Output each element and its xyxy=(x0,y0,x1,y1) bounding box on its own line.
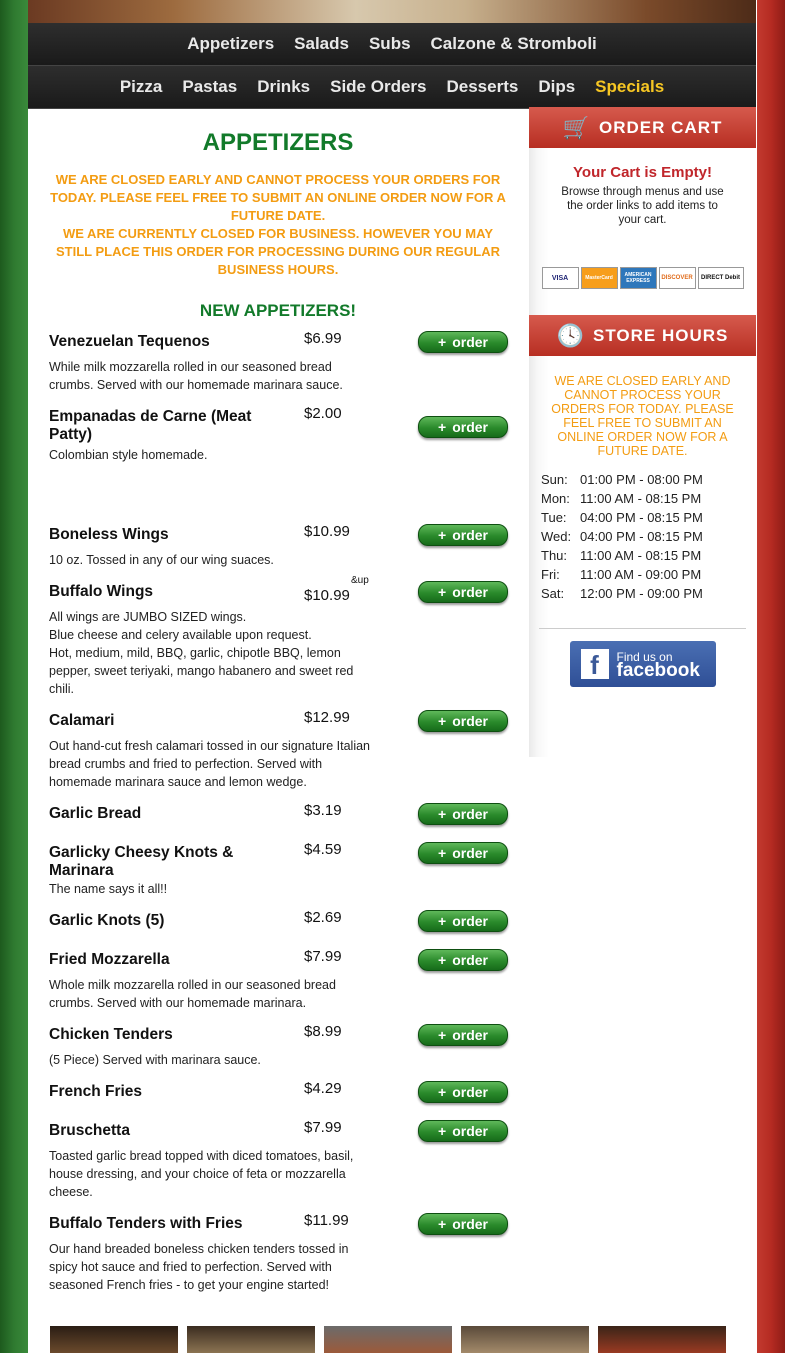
plus-icon: + xyxy=(438,527,447,543)
item-description: The name says it all!! xyxy=(49,882,168,896)
item-description: Whole milk mozzarella rolled in our seasoned bread crumbs. Served with our homemade marinara. xyxy=(49,978,336,1010)
order-label: order xyxy=(452,1027,488,1043)
item-name: Calamari xyxy=(49,712,115,729)
order-label: order xyxy=(452,584,488,600)
cart-icon: 🛒 xyxy=(562,114,592,140)
facebook-icon: f xyxy=(581,649,609,679)
item-price-value: $11.99 xyxy=(304,1212,349,1229)
item-price-value: $7.99 xyxy=(304,948,342,965)
item-name: Garlic Bread xyxy=(49,805,142,822)
plus-icon: + xyxy=(438,1123,447,1139)
discover-card-icon: DISCOVER xyxy=(659,267,696,289)
hours-day: Tue: xyxy=(541,510,567,525)
item-description: Toasted garlic bread topped with diced tomatoes, basil, house dressing, and your choice of feta or mozzarella cheese. xyxy=(49,1149,354,1199)
item-name: Bruschetta xyxy=(49,1122,130,1139)
closed-early-text: WE ARE CLOSED EARLY AND CANNOT PROCESS YOUR ORDERS FOR TODAY. PLEASE FEEL FREE TO SUBMIT AN ONLINE ORDER NOW FOR A FUTURE DATE. xyxy=(50,172,506,223)
item-price-value: $10.99 xyxy=(304,523,350,540)
order-label: order xyxy=(452,845,488,861)
item-price xyxy=(304,1080,342,1097)
plus-icon: + xyxy=(438,419,447,435)
order-label: order xyxy=(452,713,488,729)
plus-icon: + xyxy=(438,713,447,729)
food-photo[interactable] xyxy=(50,1326,178,1353)
order-cart-header xyxy=(529,107,756,148)
item-name: French Fries xyxy=(49,1083,143,1100)
add-order-button[interactable] xyxy=(418,1081,508,1103)
add-order-button[interactable] xyxy=(418,803,508,825)
plus-icon: + xyxy=(438,1027,447,1043)
visa-card-icon: VISA xyxy=(542,267,579,289)
store-closed-notice: WE ARE CLOSED EARLY AND CANNOT PROCESS YOUR ORDERS FOR TODAY. PLEASE FEEL FREE TO SUBMIT AN ONLINE ORDER NOW FOR A FUTURE DATE. xyxy=(551,374,734,458)
hours-day: Sat: xyxy=(541,586,565,601)
hours-day: Wed: xyxy=(541,529,572,544)
item-price xyxy=(304,909,342,926)
order-label: order xyxy=(452,1084,488,1100)
add-order-button[interactable] xyxy=(418,416,508,438)
sidebar xyxy=(529,107,756,757)
item-name: Buffalo Tenders with Fries xyxy=(49,1215,243,1232)
item-name: Garlicky Cheesy Knots & Marinara xyxy=(49,844,234,879)
hours-time: 01:00 PM - 08:00 PM xyxy=(580,472,703,487)
page-title: APPETIZERS xyxy=(202,129,354,156)
facebook-line1: Find us on xyxy=(616,649,673,664)
hours-row xyxy=(541,567,756,586)
item-name: Empanadas de Carne (Meat Patty) xyxy=(49,408,252,443)
section-subtitle: NEW APPETIZERS! xyxy=(199,301,357,320)
add-order-button[interactable] xyxy=(418,331,508,353)
hours-row xyxy=(541,491,756,510)
order-label: order xyxy=(452,806,488,822)
nav-desserts[interactable]: Desserts xyxy=(446,77,519,96)
amex-card-icon: AMERICAN EXPRESS xyxy=(620,267,657,289)
order-label: order xyxy=(452,334,488,350)
hours-day: Fri: xyxy=(541,567,560,582)
item-description: All wings are JUMBO SIZED wings. Blue cheese and celery available upon request. Hot, medium, mild, BBQ, garlic, chipotle BBQ, lemon pepper, sweet teriyaki, mango habanero and sweet red chili. xyxy=(49,610,354,696)
hours-time: 11:00 AM - 08:15 PM xyxy=(580,491,702,506)
order-label: order xyxy=(452,952,488,968)
nav-row-2 xyxy=(28,66,756,109)
item-price-value: $10.99 xyxy=(304,587,350,604)
add-order-button[interactable] xyxy=(418,842,508,864)
store-hours-title: STORE HOURS xyxy=(593,325,729,345)
item-price-value: $12.99 xyxy=(304,709,350,726)
menu-items-list xyxy=(28,325,528,1292)
item-price xyxy=(304,948,342,965)
nav-row-1 xyxy=(28,23,756,66)
item-price xyxy=(304,802,342,819)
item-name: Boneless Wings xyxy=(49,526,169,543)
cart-empty-title: Your Cart is Empty! xyxy=(573,164,712,181)
plus-icon: + xyxy=(438,1216,447,1232)
nav-calzone-stromboli[interactable]: Calzone & Stromboli xyxy=(430,34,597,53)
item-price xyxy=(304,523,350,540)
item-price-value: $8.99 xyxy=(304,1023,342,1040)
nav-pizza[interactable]: Pizza xyxy=(119,77,163,96)
item-price xyxy=(304,709,350,726)
food-photo[interactable] xyxy=(461,1326,589,1353)
nav-subs[interactable]: Subs xyxy=(368,34,411,53)
order-label: order xyxy=(452,1216,488,1232)
item-price xyxy=(304,1023,342,1040)
item-description: Our hand breaded boneless chicken tenders tossed in spicy hot sauce and fried to perfection. Served with seasoned French fries - to get your engine started! xyxy=(49,1242,349,1292)
item-price-value: $3.19 xyxy=(304,802,342,819)
hours-row xyxy=(541,529,756,548)
item-name: Chicken Tenders xyxy=(49,1026,173,1043)
facebook-text xyxy=(617,650,700,679)
hours-row xyxy=(541,472,756,491)
store-hours-header xyxy=(529,315,756,356)
store-hours-table xyxy=(541,472,756,605)
hours-time: 12:00 PM - 09:00 PM xyxy=(580,586,703,601)
item-price-value: $2.69 xyxy=(304,909,342,926)
facebook-line2: facebook xyxy=(616,659,700,681)
hours-day: Sun: xyxy=(541,472,568,487)
hours-row xyxy=(541,548,756,567)
food-thumbnails xyxy=(50,1326,726,1353)
hours-time: 04:00 PM - 08:15 PM xyxy=(580,510,703,525)
add-order-button[interactable] xyxy=(418,524,508,546)
order-label: order xyxy=(452,913,488,929)
page-wrapper xyxy=(28,0,756,1353)
nav-drinks[interactable]: Drinks xyxy=(257,77,311,96)
food-photo[interactable] xyxy=(187,1326,315,1353)
hours-day: Thu: xyxy=(541,548,568,563)
add-order-button[interactable] xyxy=(418,949,508,971)
item-description: Colombian style homemade. xyxy=(49,448,208,462)
item-description: 10 oz. Tossed in any of our wing suaces. xyxy=(49,553,274,567)
order-label: order xyxy=(452,527,488,543)
plus-icon: + xyxy=(438,1084,447,1100)
item-price xyxy=(304,330,342,347)
item-price xyxy=(304,575,369,604)
item-price-value: $2.00 xyxy=(304,405,342,422)
nav-appetizers[interactable]: Appetizers xyxy=(187,34,275,53)
plus-icon: + xyxy=(438,584,447,600)
item-description: (5 Piece) Served with marinara sauce. xyxy=(49,1053,261,1067)
nav-side-orders[interactable]: Side Orders xyxy=(330,77,427,96)
item-price xyxy=(304,1119,342,1136)
plus-icon: + xyxy=(438,334,447,350)
nav-dips[interactable]: Dips xyxy=(538,77,576,96)
item-description: Out hand-cut fresh calamari tossed in our signature Italian bread crumbs and fried to perfection. Served with homemade marinara sauce and lemon wedge. xyxy=(49,739,371,789)
item-name: Buffalo Wings xyxy=(49,583,154,600)
direct-debit-icon: DIRECT Debit xyxy=(698,267,744,289)
item-price xyxy=(304,841,342,858)
hours-time: 04:00 PM - 08:15 PM xyxy=(580,529,703,544)
plus-icon: + xyxy=(438,845,447,861)
add-order-button[interactable] xyxy=(418,910,508,932)
plus-icon: + xyxy=(438,913,447,929)
closed-business-text: WE ARE CURRENTLY CLOSED FOR BUSINESS. HOWEVER YOU MAY STILL PLACE THIS ORDER FOR PROCESSING DURING OUR REGULAR BUSINESS HOURS. xyxy=(56,226,500,277)
facebook-button[interactable] xyxy=(570,641,716,687)
plus-icon: + xyxy=(438,952,447,968)
add-order-button[interactable] xyxy=(418,581,508,603)
food-photo[interactable] xyxy=(324,1326,452,1353)
clock-icon: 🕓 xyxy=(556,322,586,348)
item-price-value: $4.29 xyxy=(304,1080,342,1097)
nav-specials[interactable]: Specials xyxy=(595,77,665,96)
order-label: order xyxy=(452,1123,488,1139)
add-order-button[interactable] xyxy=(418,1024,508,1046)
nav-pastas[interactable]: Pastas xyxy=(182,77,238,96)
hours-day: Mon: xyxy=(541,491,570,506)
item-name: Garlic Knots (5) xyxy=(49,912,165,929)
closed-notice xyxy=(48,171,508,279)
nav-salads[interactable]: Salads xyxy=(294,34,349,53)
item-price-value: $4.59 xyxy=(304,841,342,858)
plus-icon: + xyxy=(438,806,447,822)
add-order-button[interactable] xyxy=(418,710,508,732)
order-cart-title: ORDER CART xyxy=(599,117,723,137)
hours-row xyxy=(541,586,756,605)
payment-cards xyxy=(529,267,756,289)
sidebar-divider xyxy=(539,628,746,629)
menu-content xyxy=(28,107,528,1292)
item-price xyxy=(304,405,342,422)
item-name: Venezuelan Tequenos xyxy=(49,333,210,350)
item-price-suffix: &up xyxy=(351,575,369,586)
item-description: While milk mozzarella rolled in our seasoned bread crumbs. Served with our homemade marinara sauce. xyxy=(49,360,343,392)
item-price-value: $7.99 xyxy=(304,1119,342,1136)
add-order-button[interactable] xyxy=(418,1213,508,1235)
hours-time: 11:00 AM - 08:15 PM xyxy=(580,548,702,563)
add-order-button[interactable] xyxy=(418,1120,508,1142)
item-price xyxy=(304,1212,349,1229)
mastercard-icon: MasterCard xyxy=(581,267,618,289)
cart-empty-message: Browse through menus and use the order links to add items to your cart. xyxy=(561,186,724,226)
food-photo[interactable] xyxy=(598,1326,726,1353)
item-price-value: $6.99 xyxy=(304,330,342,347)
hours-time: 11:00 AM - 09:00 PM xyxy=(580,567,702,582)
order-label: order xyxy=(452,419,488,435)
hours-row xyxy=(541,510,756,529)
header-banner-image xyxy=(28,0,756,23)
item-name: Fried Mozzarella xyxy=(49,951,170,968)
